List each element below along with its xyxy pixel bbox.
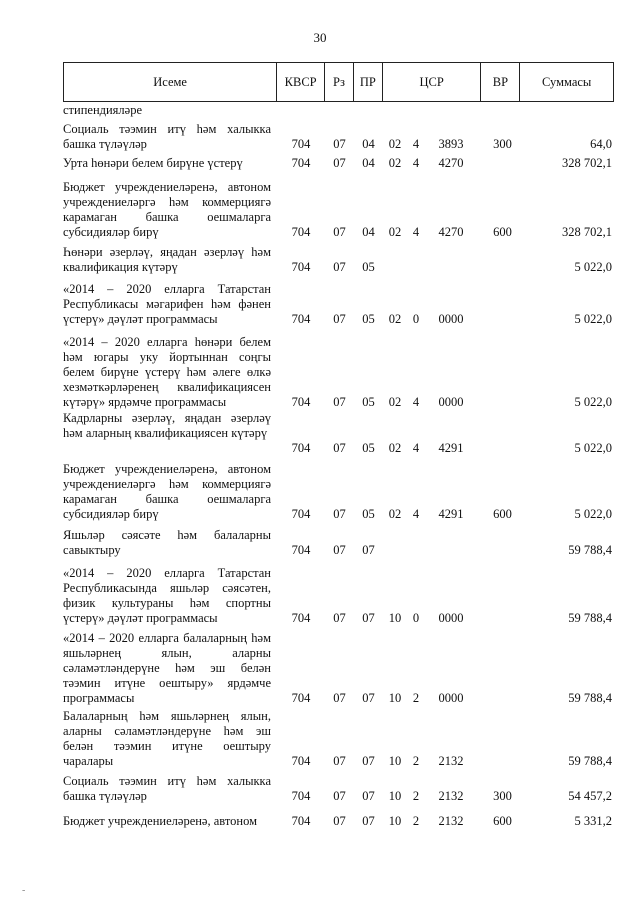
row-name: Кадрларны әзерләү, яңадан әзерләү һәм аларның квалификациясен күтәрү: [63, 411, 271, 440]
row-values: [63, 137, 614, 152]
row-rz: 07: [333, 754, 346, 768]
row-kvsr: 704: [291, 156, 311, 170]
row-sum: 5 022,0: [574, 507, 612, 521]
row-values: [63, 312, 614, 327]
row-csr-program: 10: [388, 754, 402, 768]
row-sum: 59 788,4: [568, 691, 612, 705]
row-csr-direction: 0000: [438, 611, 464, 625]
row-csr-subprogram: 0: [412, 611, 420, 625]
row-pr: 05: [362, 260, 375, 274]
header-pr: ПР: [354, 63, 383, 101]
row-csr-direction: 2132: [438, 789, 464, 803]
row-kvsr: 704: [291, 691, 311, 705]
row-name: Бюджет учреждениеләренә, автоном учреждениеләргә һәм коммерциягә карамаган башка оешмаларга субсидияләр бирү: [63, 180, 271, 239]
row-kvsr: 704: [291, 441, 311, 455]
row-values: [63, 225, 614, 240]
row-csr-direction: 4291: [438, 507, 464, 521]
row-csr-subprogram: 0: [412, 312, 420, 326]
row-pr: 07: [362, 814, 375, 828]
row-values: [63, 441, 614, 456]
row-csr-direction: 2132: [438, 814, 464, 828]
row-rz: 07: [333, 789, 346, 803]
row-vr: 300: [493, 137, 512, 151]
row-name: «2014 – 2020 елларга Татарстан Республикасында яшьләр сәясәтен, физик культураны һәм спортны үстерү» дәүләт программасы: [63, 566, 271, 625]
row-csr-subprogram: 2: [412, 814, 420, 828]
row-sum: 59 788,4: [568, 543, 612, 557]
row-csr-program: 02: [388, 156, 402, 170]
row-sum: 5 022,0: [574, 441, 612, 455]
row-pr: 05: [362, 507, 375, 521]
row-kvsr: 704: [291, 395, 311, 409]
row-sum: 5 022,0: [574, 395, 612, 409]
row-csr-subprogram: 4: [412, 395, 420, 409]
row-rz: 07: [333, 441, 346, 455]
row-csr-program: 02: [388, 137, 402, 151]
row-name: «2014 – 2020 елларга балаларның һәм яшьләрнең ялын, аларны сәламәтләндерүне һәм эш белән тәэмин итүне оештыру» ярдәмче программасы: [63, 631, 271, 705]
scan-mark: -: [22, 885, 26, 896]
row-kvsr: 704: [291, 611, 311, 625]
row-rz: 07: [333, 611, 346, 625]
header-sum: Суммасы: [541, 74, 592, 89]
row-pr: 04: [362, 156, 375, 170]
row-sum: 54 457,2: [568, 789, 612, 803]
row-csr-program: 02: [388, 225, 402, 239]
header-vr: ВР: [481, 63, 520, 101]
row-pr: 07: [362, 691, 375, 705]
row-csr-program: 02: [388, 395, 402, 409]
row-values: [63, 156, 614, 171]
row-kvsr: 704: [291, 814, 311, 828]
header-name: Исеме: [64, 63, 277, 101]
row-kvsr: 704: [291, 225, 311, 239]
row-csr-direction: 4270: [438, 156, 464, 170]
row-csr-program: 10: [388, 611, 402, 625]
row-pr: 04: [362, 137, 375, 151]
row-kvsr: 704: [291, 543, 311, 557]
row-values: [63, 814, 614, 829]
row-csr-direction: 0000: [438, 395, 464, 409]
row-values: [63, 611, 614, 626]
row-pr: 05: [362, 441, 375, 455]
row-values: [63, 691, 614, 706]
row-sum: 328 702,1: [562, 156, 612, 170]
row-csr-program: 02: [388, 441, 402, 455]
row-values: [63, 754, 614, 769]
row-sum: 5 022,0: [574, 260, 612, 274]
row-csr-direction: 2132: [438, 754, 464, 768]
row-csr-subprogram: 4: [412, 507, 420, 521]
row-values: [63, 260, 614, 275]
row-csr-subprogram: 4: [412, 156, 420, 170]
row-csr-program: 02: [388, 507, 402, 521]
table-header: [63, 62, 614, 102]
row-name: «2014 – 2020 елларга һөнәри белем һәм югары уку йортыннан соңгы белем бирүне үстерү һәм әлеге өлкә хезмәткәрләренең квалификациясен күтәрү» ярдәмче программасы: [63, 335, 271, 409]
row-csr-program: 10: [388, 814, 402, 828]
row-rz: 07: [333, 507, 346, 521]
row-values: [63, 507, 614, 522]
row-sum: 59 788,4: [568, 754, 612, 768]
row-values: [63, 789, 614, 804]
row-name: «2014 – 2020 елларга Татарстан Республикасы мәгарифен һәм фәнен үстерү» дәүләт программасы: [63, 282, 271, 326]
row-kvsr: 704: [291, 507, 311, 521]
row-csr-program: 02: [388, 312, 402, 326]
row-csr-subprogram: 2: [412, 754, 420, 768]
row-pr: 07: [362, 754, 375, 768]
row-name: Бюджет учреждениеләренә, автоном: [63, 814, 258, 828]
row-csr-subprogram: 4: [412, 441, 420, 455]
row-csr-direction: 3893: [438, 137, 464, 151]
row-sum: 5 022,0: [574, 312, 612, 326]
row-name: Социаль тәэмин итү һәм халыкка башка түләүләр: [63, 122, 271, 151]
row-values: [63, 543, 614, 558]
row-csr-subprogram: 2: [412, 789, 420, 803]
row-csr-subprogram: 2: [412, 691, 420, 705]
row-kvsr: 704: [291, 754, 311, 768]
row-name: Социаль тәэмин итү һәм халыкка башка түләүләр: [63, 774, 271, 803]
row-values: [63, 395, 614, 410]
row-sum: 64,0: [590, 137, 612, 151]
row-rz: 07: [333, 691, 346, 705]
row-kvsr: 704: [291, 312, 311, 326]
row-rz: 07: [333, 395, 346, 409]
row-vr: 600: [493, 225, 512, 239]
row-kvsr: 704: [291, 137, 311, 151]
row-pr: 07: [362, 543, 375, 557]
row-csr-subprogram: 4: [412, 225, 420, 239]
row-rz: 07: [333, 260, 346, 274]
row-pr: 07: [362, 611, 375, 625]
page-number: 30: [313, 30, 327, 45]
row-name: Балаларның һәм яшьләрнең ялын, аларны сәламәтләндерүне һәм эш белән тәэмин итүне оештыру чаралары: [63, 709, 271, 768]
row-name: Бюджет учреждениеләренә, автоном учреждениеләргә һәм коммерциягә карамаган башка оешмаларга субсидияләр бирү: [63, 462, 271, 521]
row-rz: 07: [333, 543, 346, 557]
row-vr: 300: [493, 789, 512, 803]
row-vr: 600: [493, 814, 512, 828]
row-vr: 600: [493, 507, 512, 521]
row-csr-program: 10: [388, 691, 402, 705]
row-pr: 04: [362, 225, 375, 239]
row-rz: 07: [333, 312, 346, 326]
row-name: Һөнәри әзерләү, яңадан әзерләү һәм квалификация күтәрү: [63, 245, 271, 274]
row-sum: 5 331,2: [574, 814, 612, 828]
row-pr: 07: [362, 789, 375, 803]
row-rz: 07: [333, 137, 346, 151]
row-csr-program: 10: [388, 789, 402, 803]
row-kvsr: 704: [291, 260, 311, 274]
continuation-text: стипендияләре: [63, 103, 143, 117]
row-csr-direction: 4270: [438, 225, 464, 239]
row-rz: 07: [333, 156, 346, 170]
row-rz: 07: [333, 225, 346, 239]
row-csr-direction: 4291: [438, 441, 464, 455]
row-rz: 07: [333, 814, 346, 828]
header-kvsr: КВСР: [277, 63, 325, 101]
row-sum: 328 702,1: [562, 225, 612, 239]
row-kvsr: 704: [291, 789, 311, 803]
row-name: Урта һөнәри белем бирүне үстерү: [63, 156, 243, 170]
row-sum: 59 788,4: [568, 611, 612, 625]
row-name: Яшьләр сәясәте һәм балаларны савыктыру: [63, 528, 271, 557]
row-csr-direction: 0000: [438, 691, 464, 705]
header-csr: ЦСР: [383, 63, 482, 101]
header-rz: Рз: [325, 63, 354, 101]
row-csr-subprogram: 4: [412, 137, 420, 151]
row-pr: 05: [362, 395, 375, 409]
row-pr: 05: [362, 312, 375, 326]
row-csr-direction: 0000: [438, 312, 464, 326]
